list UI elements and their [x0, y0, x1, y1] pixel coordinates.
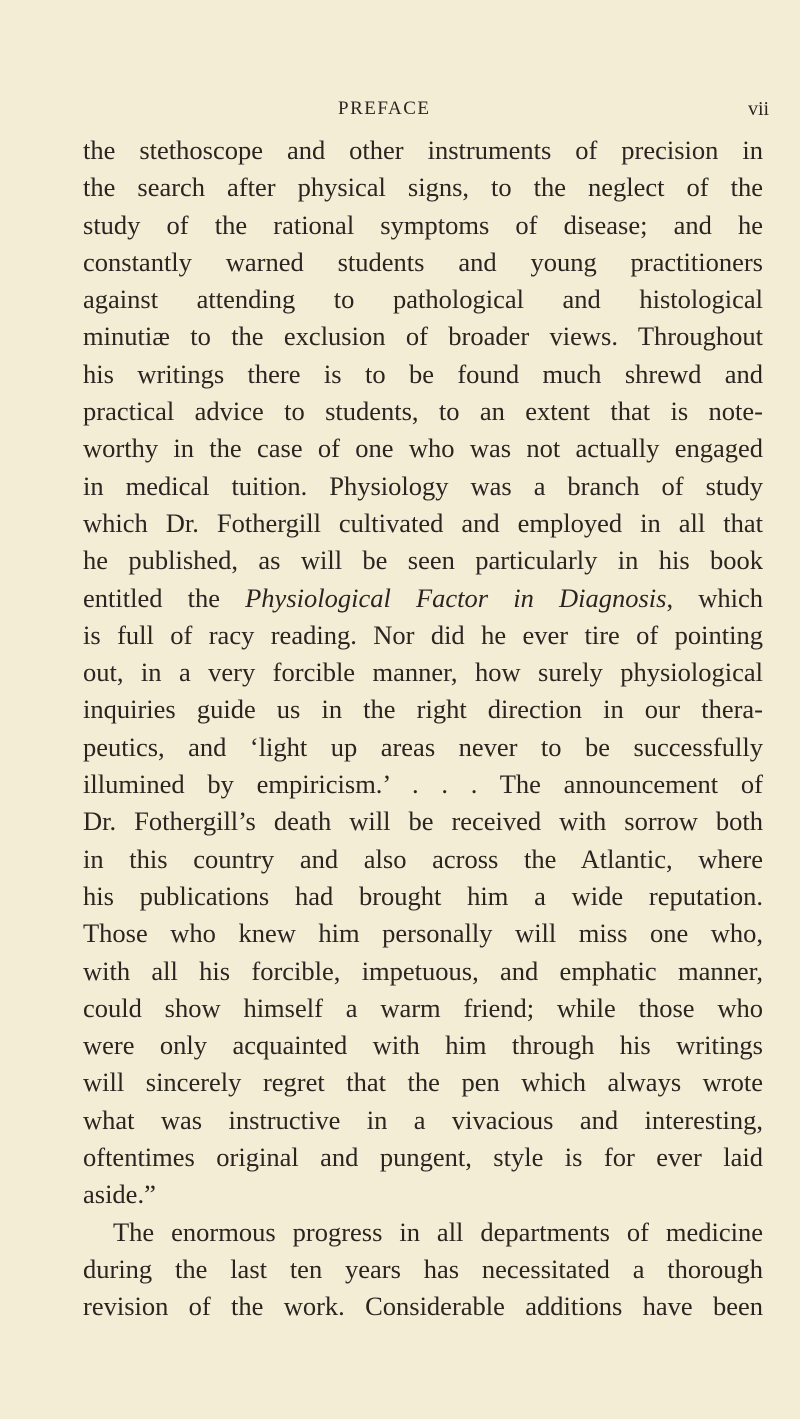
text-line: illumined by empiricism.’ . . . The announcement of [83, 769, 763, 800]
text-line: practical advice to students, to an extent that is note- [83, 396, 763, 427]
text-line: peutics, and ‘light up areas never to be successfully [83, 731, 763, 762]
running-head-title: PREFACE [338, 98, 431, 119]
text-line: were only acquainted with him through his writings [83, 1030, 763, 1061]
text-line: against attending to pathological and histological [83, 284, 763, 315]
page-number: vii [748, 98, 770, 120]
text-line: which Dr. Fothergill cultivated and employed in all that [83, 507, 763, 538]
text-line: the search after physical signs, to the neglect of the [83, 172, 763, 203]
line-text: entitled the [83, 582, 246, 613]
text-line: aside.” [83, 1179, 156, 1210]
text-line: inquiries guide us in the right direction in our thera- [83, 694, 763, 725]
text-line: minutiæ to the exclusion of broader views. Throughout [83, 321, 763, 352]
book-title: Physiological Factor in Diagnosis [245, 582, 667, 613]
text-line: study of the rational symptoms of disease; and he [83, 209, 763, 240]
body-text [83, 132, 763, 1326]
line-text: , which [666, 582, 764, 613]
text-line: his writings there is to be found much shrewd and [83, 358, 763, 389]
text-line [83, 580, 763, 617]
text-line: oftentimes original and pungent, style is for ever laid [83, 1142, 763, 1173]
text-line: could show himself a warm friend; while those who [83, 992, 763, 1023]
text-line: the stethoscope and other instruments of precision in [83, 135, 763, 165]
text-line: in this country and also across the Atlantic, where [83, 843, 763, 874]
text-line: is full of racy reading. Nor did he ever tire of pointing [83, 619, 763, 650]
running-head [0, 92, 800, 126]
text-line: The enormous progress in all departments of medicine [113, 1216, 763, 1247]
text-line: worthy in the case of one who was not actually engaged [83, 433, 763, 464]
text-line: with all his forcible, impetuous, and emphatic manner, [83, 955, 763, 986]
text-line: what was instructive in a vivacious and interesting, [83, 1104, 763, 1135]
text-line: he published, as will be seen particularly in his book [83, 545, 763, 576]
text-line: Dr. Fothergill’s death will be received with sorrow both [83, 806, 763, 837]
text-line: his publications had brought him a wide reputation. [83, 880, 763, 911]
text-line: constantly warned students and young practitioners [83, 246, 763, 277]
text-line: will sincerely regret that the pen which always wrote [83, 1067, 763, 1098]
text-line: during the last ten years has necessitated a thorough [83, 1253, 763, 1284]
text-line: Those who knew him personally will miss one who, [83, 918, 763, 949]
text-line: revision of the work. Considerable additions have been [83, 1291, 763, 1322]
text-line: in medical tuition. Physiology was a branch of study [83, 470, 763, 501]
text-line: out, in a very forcible manner, how surely physiological [83, 657, 763, 688]
